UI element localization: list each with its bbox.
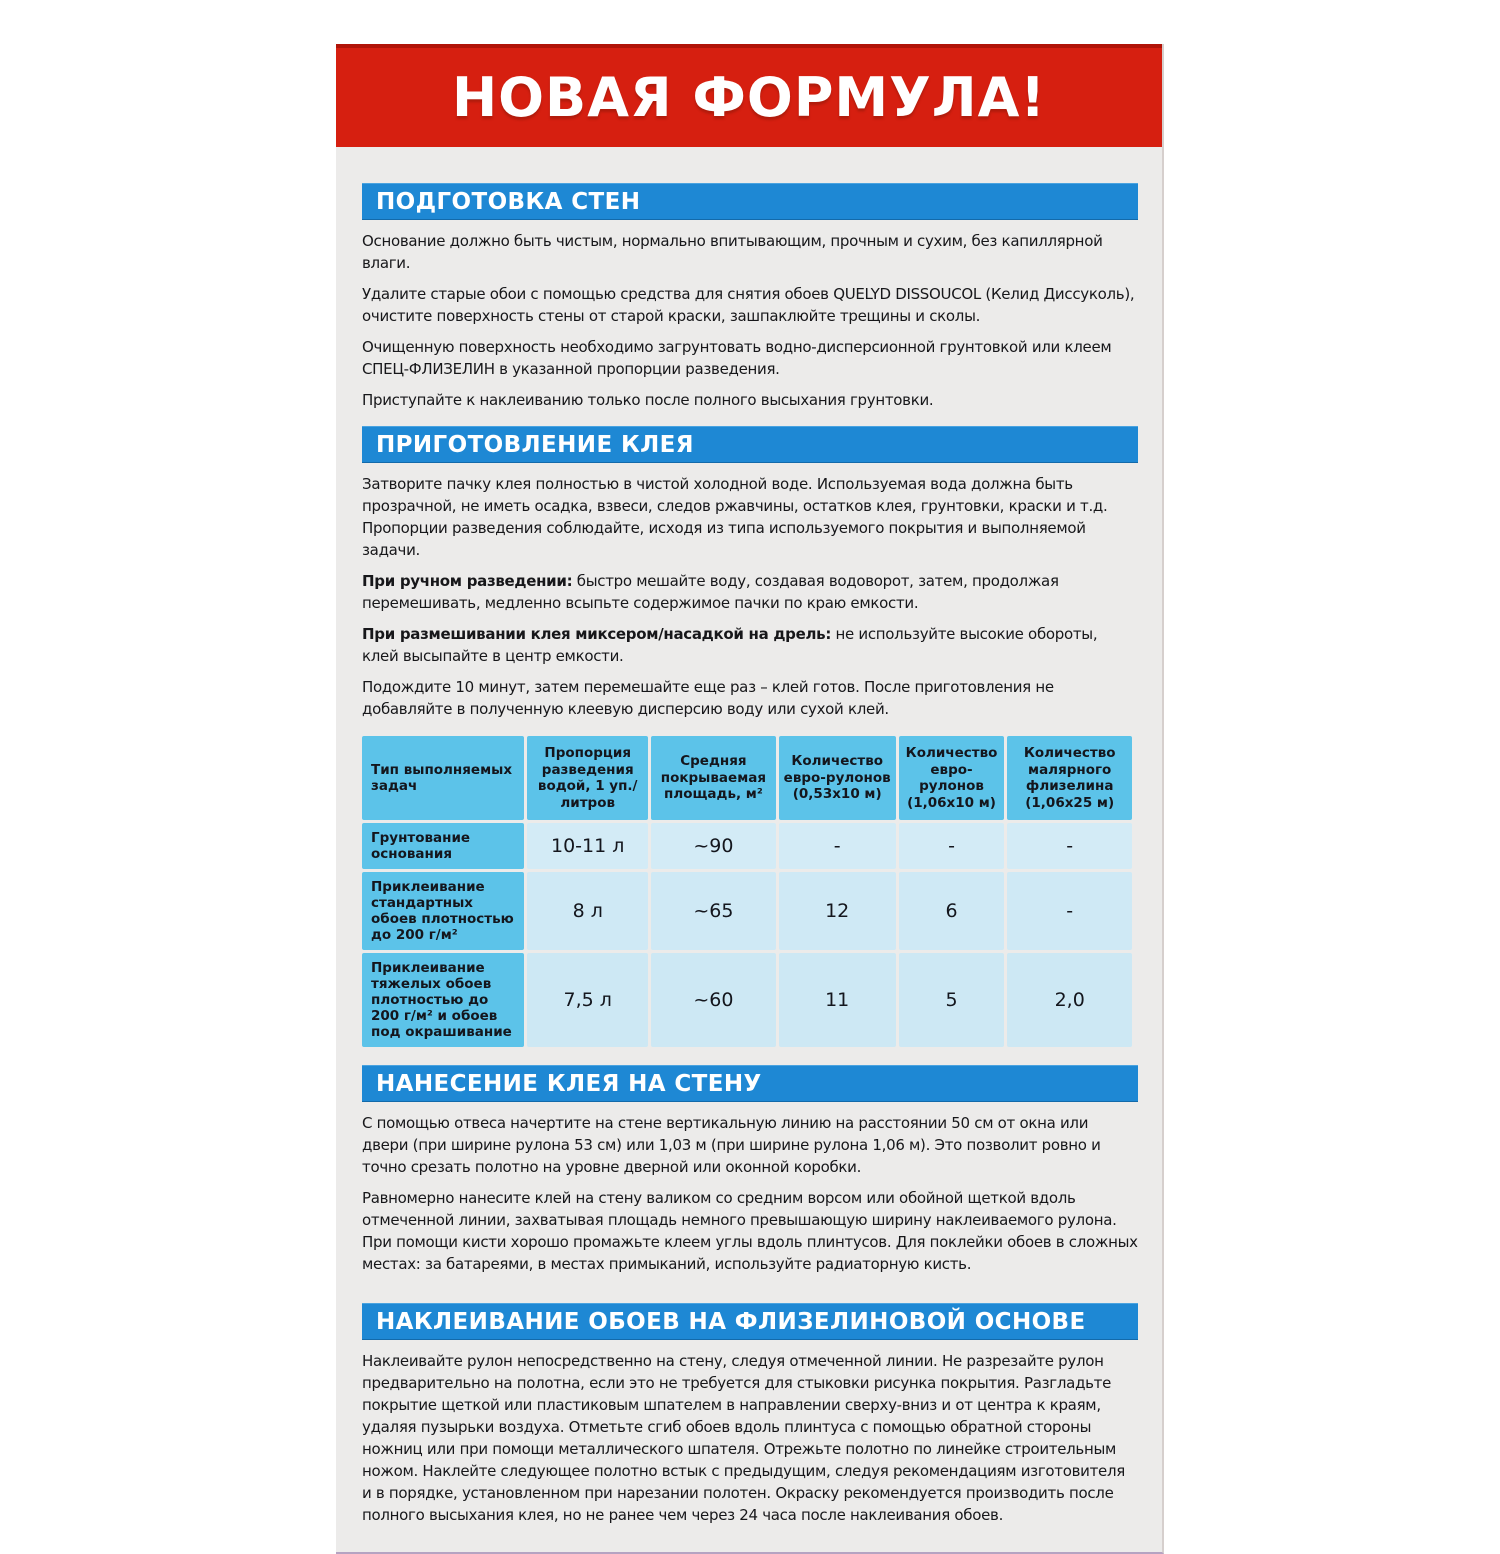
paragraph xyxy=(362,336,1138,380)
paragraph-text: Основание должно быть чистым, нормально впитывающим, прочным и сухим, без капиллярной влаги. xyxy=(362,232,1103,272)
table-cell: 10-11 л xyxy=(527,823,648,869)
paragraph-text: Равномерно нанесите клей на стену валиком со средним ворсом или обойной щеткой вдоль отмеченной линии, захватывая площадь немного превышающую ширину наклеиваемого рулона. При помощи кисти хорошо промажьте клеем углы вдоль плинтусов. Для поклейки обоев в сложных местах: за батареями, в местах примыканий, используйте радиаторную кисть. xyxy=(362,1189,1138,1273)
paragraph xyxy=(362,1112,1138,1178)
table-header-cell: Тип выполняемых задач xyxy=(362,736,524,820)
table-row xyxy=(362,872,1132,950)
paragraph xyxy=(362,389,1138,411)
table-cell: 2,0 xyxy=(1007,953,1132,1047)
table-cell: 5 xyxy=(899,953,1005,1047)
table-header-cell: Количество евро-рулонов (1,06х10 м) xyxy=(899,736,1005,820)
section-heading-band xyxy=(362,1065,1138,1102)
section-title: НАНЕСЕНИЕ КЛЕЯ НА СТЕНУ xyxy=(376,1071,762,1097)
section-hanging-wallpaper xyxy=(362,1303,1138,1526)
paragraph-text: Приступайте к наклеиванию только после полного высыхания грунтовки. xyxy=(362,391,934,409)
table-row xyxy=(362,823,1132,869)
section-glue-preparation xyxy=(362,426,1138,1050)
table-cell: 11 xyxy=(779,953,896,1047)
paragraph xyxy=(362,230,1138,274)
banner-title: НОВАЯ ФОРМУЛА! xyxy=(451,66,1047,129)
section-title: НАКЛЕИВАНИЕ ОБОЕВ НА ФЛИЗЕЛИНОВОЙ ОСНОВЕ xyxy=(376,1309,1086,1335)
paragraph xyxy=(362,283,1138,327)
table-cell: ~90 xyxy=(651,823,776,869)
row-header-cell: Приклеивание стандартных обоев плотностью до 200 г/м² xyxy=(362,872,524,950)
paragraph xyxy=(362,676,1138,720)
paragraph-text: Очищенную поверхность необходимо загрунтовать водно-дисперсионной грунтовкой или клеем СПЕЦ-ФЛИЗЕЛИН в указанной пропорции разведения. xyxy=(362,338,1112,378)
paragraph-lead: При размешивании клея миксером/насадкой на дрель: xyxy=(362,625,832,643)
table-cell: 8 л xyxy=(527,872,648,950)
table-header-cell: Количество евро-рулонов (0,53х10 м) xyxy=(779,736,896,820)
paragraph-text: Затворите пачку клея полностью в чистой холодной воде. Используемая вода должна быть прозрачной, не иметь осадка, взвеси, следов ржавчины, остатков клея, грунтовки, краски и т.д. Пропорции разведения соблюдайте, исходя из типа используемого покрытия и выполняемой задачи. xyxy=(362,475,1108,559)
paragraph-text: Подождите 10 минут, затем перемешайте еще раз – клей готов. После приготовления не добавляйте в полученную клеевую дисперсию воду или сухой клей. xyxy=(362,678,1054,718)
table-row xyxy=(362,953,1132,1047)
paragraph xyxy=(362,623,1138,667)
table-cell: 6 xyxy=(899,872,1005,950)
dilution-table xyxy=(359,733,1135,1050)
paragraph-text: С помощью отвеса начертите на стене вертикальную линию на расстоянии 50 см от окна или двери (при ширине рулона 53 см) или 1,03 м (при ширине рулона 1,06 м). Это позволит ровно и точно срезать полотно на уровне дверной или оконной коробки. xyxy=(362,1114,1101,1176)
product-package-back-panel xyxy=(336,44,1164,1554)
table-cell: - xyxy=(779,823,896,869)
table-cell: - xyxy=(1007,823,1132,869)
section-heading-band xyxy=(362,426,1138,463)
table-cell: 12 xyxy=(779,872,896,950)
table-cell: - xyxy=(899,823,1005,869)
section-heading-band xyxy=(362,1303,1138,1340)
table-header-cell: Количество малярного флизелина (1,06х25 м) xyxy=(1007,736,1132,820)
table-cell: ~65 xyxy=(651,872,776,950)
new-formula-banner xyxy=(336,44,1162,147)
table-header-cell: Пропорция разведения водой, 1 уп./литров xyxy=(527,736,648,820)
paragraph-text: быстро мешайте воду, создавая водоворот, затем, продолжая перемешивать, медленно всыпьте содержимое пачки по краю емкости. xyxy=(362,572,1059,612)
paragraph-text: не используйте высокие обороты, клей высыпайте в центр емкости. xyxy=(362,625,1098,665)
table-cell: ~60 xyxy=(651,953,776,1047)
section-title: ПОДГОТОВКА СТЕН xyxy=(376,189,641,215)
section-heading-band xyxy=(362,183,1138,220)
row-header-cell: Приклеивание тяжелых обоев плотностью до 200 г/м² и обоев под окрашивание xyxy=(362,953,524,1047)
paragraph xyxy=(362,473,1138,561)
section-applying-glue xyxy=(362,1065,1138,1275)
table-header-row xyxy=(362,736,1132,820)
paragraph xyxy=(362,1187,1138,1275)
section-title: ПРИГОТОВЛЕНИЕ КЛЕЯ xyxy=(376,432,694,458)
row-header-cell: Грунтование основания xyxy=(362,823,524,869)
section-wall-preparation xyxy=(362,183,1138,411)
table-header-cell: Средняя покрываемая площадь, м² xyxy=(651,736,776,820)
instructions-content xyxy=(336,147,1162,1552)
table-cell: 7,5 л xyxy=(527,953,648,1047)
paragraph xyxy=(362,570,1138,614)
paragraph-text: Наклеивайте рулон непосредственно на стену, следуя отмеченной линии. Не разрезайте рулон предварительно на полотна, если это не требуется для стыковки рисунка покрытия. Разгладьте покрытие щеткой или пластиковым шпателем в направлении сверху-вниз и от центра к краям, удаляя пузырьки воздуха. Отметьте сгиб обоев вдоль плинтуса с помощью обратной стороны ножниц или при помощи металлического шпателя. Отрежьте полотно по линейке строительным ножом. Наклейте следующее полотно встык с предыдущим, следуя рекомендациям изготовителя и в порядке, установленном при нарезании полотен. Окраску рекомендуется производить после полного высыхания клея, но не ранее чем через 24 часа после наклеивания обоев. xyxy=(362,1352,1125,1524)
table-cell: - xyxy=(1007,872,1132,950)
paragraph-lead: При ручном разведении: xyxy=(362,572,573,590)
paragraph-text: Удалите старые обои с помощью средства для снятия обоев QUELYD DISSOUCOL (Келид Диссуколь), очистите поверхность стены от старой краски, зашпаклюйте трещины и сколы. xyxy=(362,285,1135,325)
